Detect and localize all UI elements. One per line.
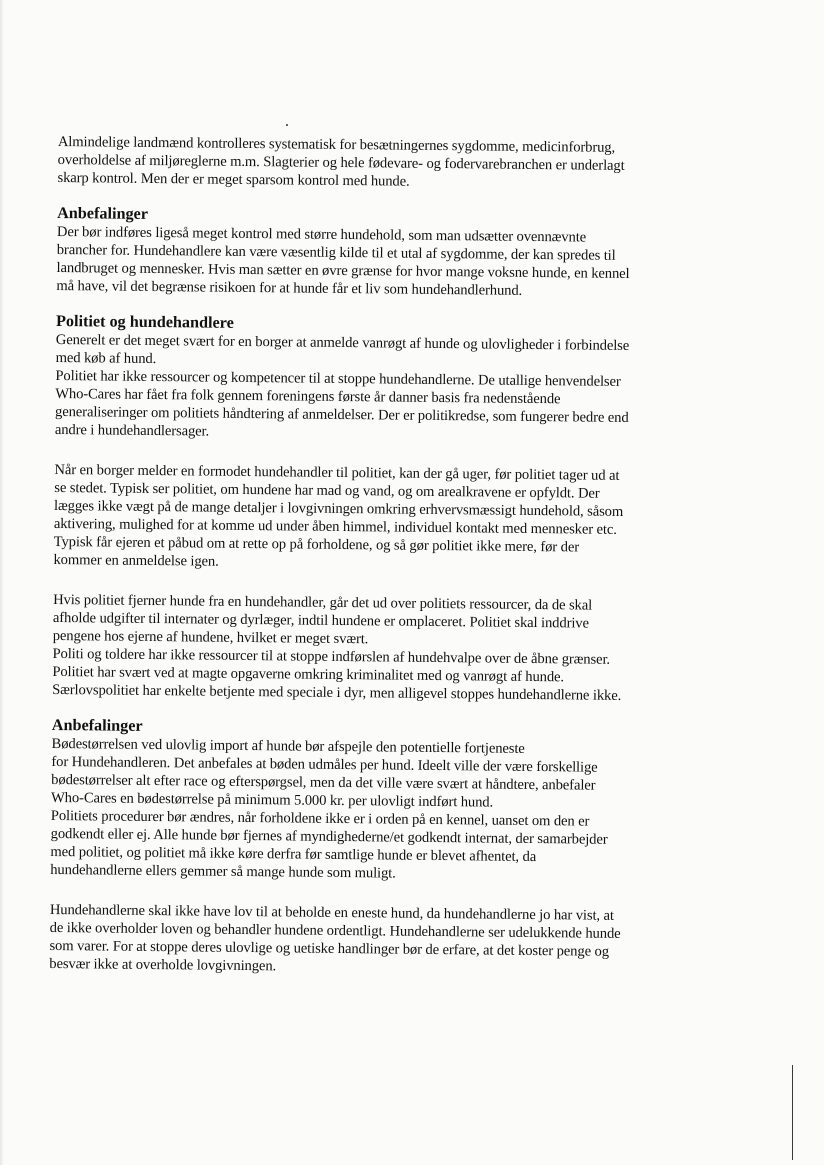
- text-line: Who-Cares en bødestørrelse på minimum 5.000 kr. per ulovligt indført hund.: [50, 789, 494, 811]
- text-line: bødestørrelser alt efter race og efterspørgsel, men da det ville være svært at håndtere, anbefaler: [51, 771, 596, 794]
- text-line: Politi og toldere har ikke ressourcer til at stoppe indførslen af hundehvalpe over de åbne grænser.: [52, 645, 611, 668]
- paragraph-politiet-fjerner: [52, 591, 725, 706]
- text-line: pengene hos ejerne af hundene, hvilket er meget svært.: [52, 627, 369, 648]
- text-line: med politiet, og politiet må ikke køre derfra før samtlige hunde er blevet afhentet, da: [50, 843, 537, 866]
- text-line: for Hundehandleren. Det anbefales at bøden udmåles per hund. Ideelt ville der være forskellige: [51, 753, 598, 776]
- text-line: Politiet har ikke ressourcer og kompetencer til at stoppe hundehandlerne. De utallige henvendelser: [55, 367, 621, 390]
- text-line: andre i hundehandlersager.: [54, 421, 210, 440]
- text-line: brancher for. Hundehandlere kan være væsentlig kilde til et utal af sygdomme, der kan spredes til: [56, 241, 616, 264]
- text-line: besvær ikke at overholde lovgivningen.: [49, 955, 277, 975]
- text-line: Hvis politiet fjerner hunde fra en hundehandler, går det ud over politiets ressourcer, da de skal: [53, 591, 593, 614]
- paragraph-anbefalinger-1: [56, 223, 729, 302]
- text-line: afholde udgifter til internater og dyrlæger, indtil hundene er omplaceret. Politiet skal inddrive: [52, 609, 589, 632]
- text-line: skarp kontrol. Men der er meget sparsom kontrol med hunde.: [57, 169, 410, 190]
- text-line: Politiets procedurer bør ændres, når forholdene ikke er i orden på en kennel, uanset om den er: [50, 807, 590, 830]
- section-heading-politiet: Politiet og hundehandlere: [55, 311, 234, 332]
- text-line: lægges ikke vægt på de mange detaljer i lovgivningen omkring erhvervsmæssigt hundehold, såsom: [54, 497, 624, 520]
- text-line: landbruget og mennesker. Hvis man sætter en øvre grænse for hvor mange voksne hunde, en kennel: [56, 259, 630, 282]
- text-line: Typisk får ejeren et påbud om at rette op på forholdene, og så gør politiet ikke mere, før der: [53, 533, 580, 556]
- text-line: med køb af hund.: [55, 349, 157, 368]
- text-line: kommer en anmeldelse igen.: [53, 551, 219, 570]
- paragraph-politiet-generelt: [55, 331, 728, 446]
- text-line: Hundehandlerne skal ikke have lov til at beholde en eneste hund, da hundehandlerne jo har vist, at: [49, 901, 614, 924]
- scan-speck: [286, 124, 288, 126]
- text-line: Når en borger melder en formodet hundehandler til politiet, kan der gå uger, før politiet tager ud at: [54, 461, 620, 484]
- text-line: må have, vil det begrænse risikoen for at hunde får et liv som hundehandlerhund.: [56, 277, 523, 299]
- paragraph-borger-melder: [53, 461, 726, 576]
- scan-line-right: [792, 1065, 793, 1160]
- text-line: de ikke overholder loven og behandler hundene ordentligt. Hundehandlerne ser udelukkende hunde: [49, 919, 621, 942]
- document-body: [49, 133, 730, 980]
- text-line: overholdelse af miljøreglerne m.m. Slagterier og hele fødevare- og fodervarebranchen er underlagt: [57, 151, 625, 174]
- text-line: Der bør indføres ligeså meget kontrol med større hundehold, som man udsætter ovennævnte: [56, 223, 587, 246]
- text-line: Almindelige landmænd kontrolleres systematisk for besætningernes sygdomme, medicinforbrug,: [57, 133, 616, 156]
- text-line: generaliseringer om politiets håndtering af anmeldelser. Der er politikredse, som fungerer bedre end: [54, 403, 629, 426]
- text-line: godkendt eller ej. Alle hunde bør fjernes af myndighederne/et godkendt internat, der samarbejder: [50, 825, 608, 848]
- text-line: Generelt er det meget svært for en borger at anmelde vanrøgt af hunde og ulovligheder i forbindelse: [55, 331, 630, 354]
- scan-shadow-left: [0, 0, 4, 1165]
- text-line: Bødestørrelsen ved ulovlig import af hunde bør afspejle den potentielle fortjeneste: [51, 735, 525, 757]
- section-heading-anbefalinger-1: Anbefalinger: [57, 203, 149, 223]
- text-line: som varer. For at stoppe deres ulovlige og uetiske handlinger bør de erfare, at det koster penge og: [49, 937, 610, 960]
- text-line: Politiet har svært ved at magte opgaverne omkring kriminalitet med og vanrøgt af hunde.: [52, 663, 565, 686]
- section-heading-anbefalinger-2: Anbefalinger: [51, 715, 143, 735]
- text-line: aktivering, mulighed for at komme ud under åben himmel, individuel kontakt med mennesker etc.: [53, 515, 617, 538]
- paragraph-anbefalinger-2: [50, 735, 723, 886]
- text-line: se stedet. Typisk ser politiet, om hundene har mad og vand, og om arealkravene er opfyldt. Der: [54, 479, 600, 502]
- text-line: hundehandlerne ellers gemmer så mange hunde som muligt.: [50, 861, 396, 882]
- text-line: Særlovspolitiet har enkelte betjente med speciale i dyr, men alligevel stoppes hundehandlerne ikke.: [52, 681, 622, 704]
- paragraph-conclusion: [49, 901, 722, 980]
- paragraph-intro: [57, 133, 730, 194]
- text-line: Who-Cares har fået fra folk gennem foreningens første år danner basis fra nedenstående: [55, 385, 561, 408]
